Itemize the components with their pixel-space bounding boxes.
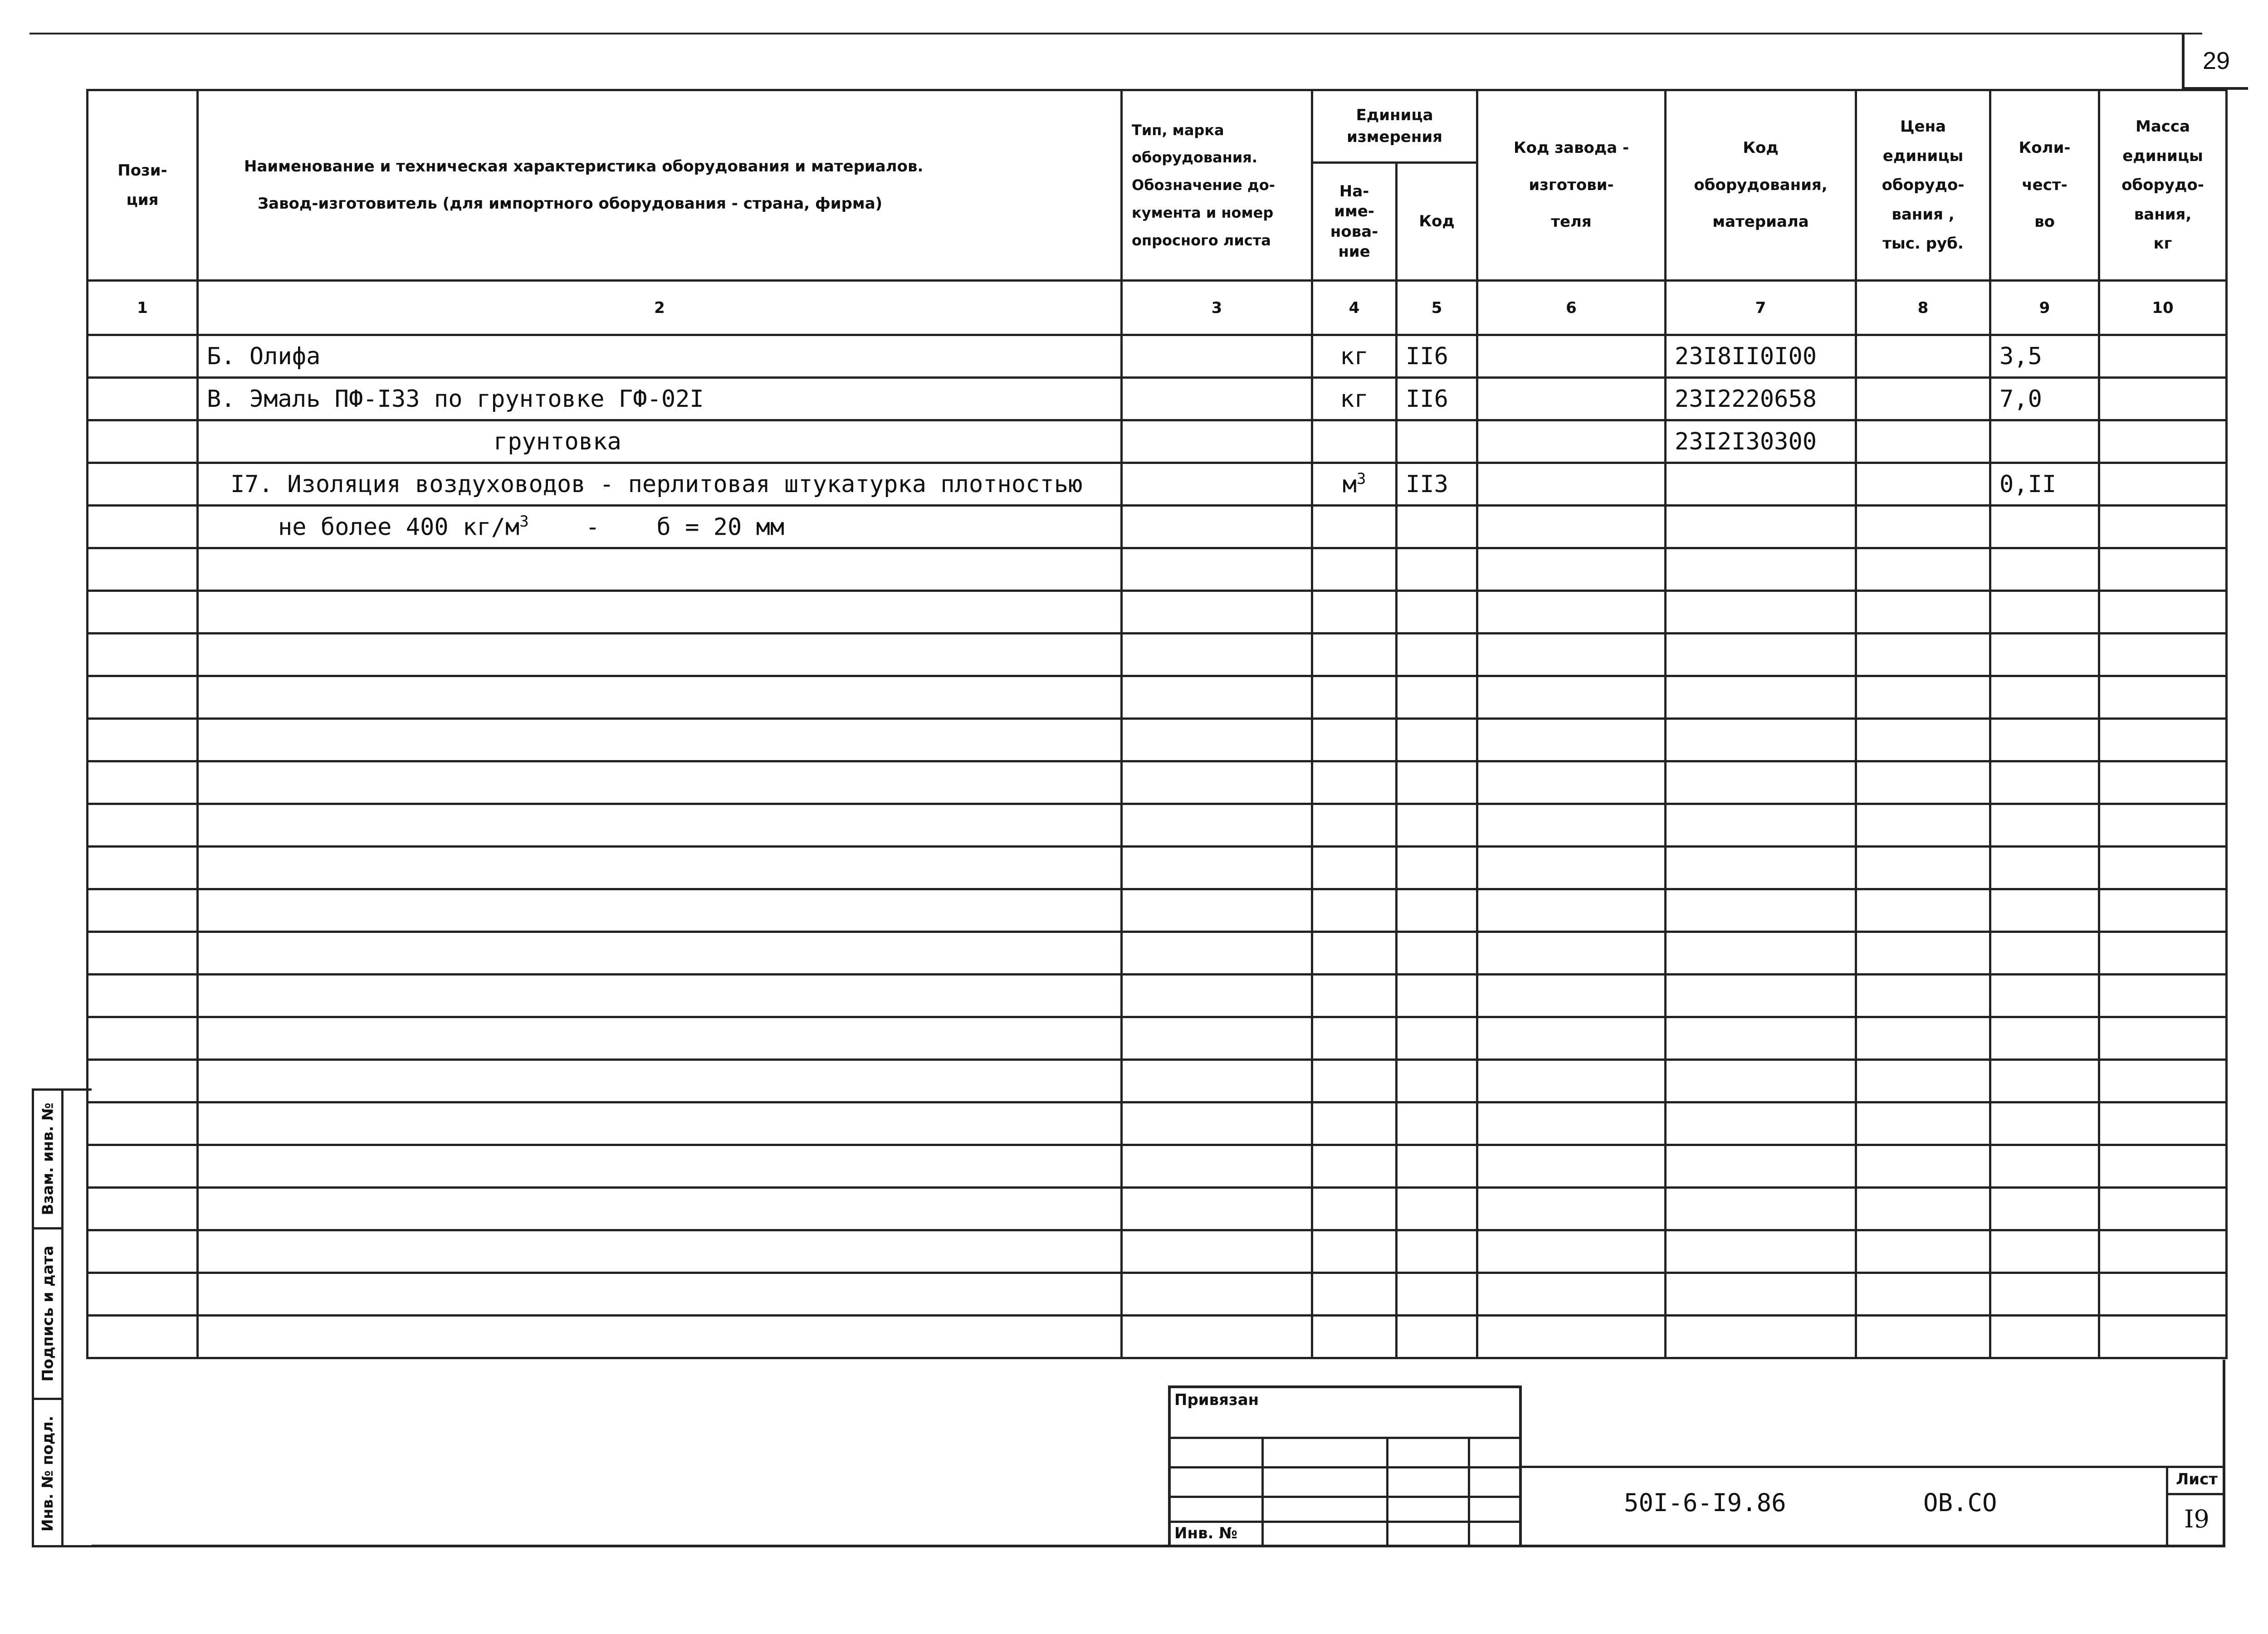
empty-cell	[1990, 889, 2099, 932]
col-num: 8	[1856, 281, 1990, 335]
empty-cell	[1312, 1017, 1397, 1060]
empty-table-row	[88, 975, 2227, 1017]
empty-cell	[198, 975, 1122, 1017]
empty-cell	[1312, 1230, 1397, 1273]
empty-cell	[1122, 889, 1312, 932]
empty-cell	[1666, 761, 1856, 804]
empty-table-row	[88, 1188, 2227, 1230]
empty-cell	[1312, 1060, 1397, 1102]
empty-cell	[1856, 975, 1990, 1017]
empty-cell	[1122, 1102, 1312, 1145]
empty-cell	[1397, 1230, 1477, 1273]
empty-cell	[198, 1145, 1122, 1188]
empty-cell	[1666, 1060, 1856, 1102]
item-name: грунтовка	[198, 420, 1122, 463]
empty-cell	[88, 975, 198, 1017]
empty-cell	[2099, 1188, 2227, 1230]
empty-cell	[1990, 719, 2099, 761]
empty-cell	[198, 1230, 1122, 1273]
empty-cell	[1312, 1102, 1397, 1145]
empty-cell	[1856, 719, 1990, 761]
empty-cell	[1856, 1273, 1990, 1316]
empty-cell	[1397, 761, 1477, 804]
empty-cell	[2099, 847, 2227, 889]
empty-cell	[2099, 634, 2227, 676]
empty-cell	[1856, 1316, 1990, 1358]
empty-cell	[88, 634, 198, 676]
attached-label: Привязан	[1174, 1391, 1259, 1409]
empty-cell	[1122, 676, 1312, 719]
empty-cell	[1312, 1188, 1397, 1230]
empty-cell	[2099, 1230, 2227, 1273]
empty-cell	[1312, 847, 1397, 889]
table-row	[88, 463, 2227, 506]
empty-cell	[1666, 719, 1856, 761]
empty-table-row	[88, 1145, 2227, 1188]
empty-cell	[1477, 932, 1666, 975]
table-row	[88, 506, 2227, 548]
empty-cell	[1990, 1273, 2099, 1316]
empty-cell	[1856, 676, 1990, 719]
empty-table-row	[88, 889, 2227, 932]
empty-cell	[1477, 719, 1666, 761]
empty-cell	[88, 1188, 198, 1230]
empty-cell	[1477, 634, 1666, 676]
quantity: 7,0	[1990, 378, 2099, 420]
empty-cell	[88, 847, 198, 889]
empty-cell	[88, 1060, 198, 1102]
empty-cell	[1856, 634, 1990, 676]
empty-cell	[1122, 1230, 1312, 1273]
empty-cell	[1122, 932, 1312, 975]
empty-cell	[1856, 548, 1990, 591]
unit-code: II6	[1397, 335, 1477, 378]
empty-cell	[1312, 975, 1397, 1017]
header-factory-code: Код завода - изготови- теля	[1477, 90, 1666, 281]
empty-cell	[2099, 548, 2227, 591]
empty-cell	[198, 804, 1122, 847]
empty-cell	[1666, 932, 1856, 975]
empty-cell	[1856, 847, 1990, 889]
empty-cell	[1856, 932, 1990, 975]
col-num: 9	[1990, 281, 2099, 335]
side-signature-date: Подпись и дата	[34, 1229, 61, 1400]
side-stamp	[32, 1088, 92, 1547]
empty-cell	[1312, 932, 1397, 975]
empty-cell	[1122, 634, 1312, 676]
empty-cell	[1856, 1145, 1990, 1188]
empty-cell	[1397, 548, 1477, 591]
quantity: 3,5	[1990, 335, 2099, 378]
empty-cell	[88, 719, 198, 761]
bottom-frame	[92, 1360, 2225, 1547]
empty-cell	[88, 889, 198, 932]
empty-cell	[198, 1017, 1122, 1060]
empty-cell	[1990, 1145, 2099, 1188]
empty-cell	[198, 1060, 1122, 1102]
empty-cell	[1666, 1102, 1856, 1145]
empty-cell	[198, 719, 1122, 761]
empty-cell	[1312, 804, 1397, 847]
empty-cell	[1990, 932, 2099, 975]
unit-code	[1397, 420, 1477, 463]
empty-cell	[1666, 1273, 1856, 1316]
col-num: 6	[1477, 281, 1666, 335]
header-unit-name: На- име- нова- ние	[1312, 163, 1397, 281]
empty-cell	[1397, 1017, 1477, 1060]
empty-cell	[198, 591, 1122, 634]
empty-table-row	[88, 1273, 2227, 1316]
empty-cell	[1856, 591, 1990, 634]
empty-cell	[1477, 847, 1666, 889]
empty-cell	[1477, 1316, 1666, 1358]
empty-cell	[88, 676, 198, 719]
empty-table-row	[88, 1017, 2227, 1060]
empty-cell	[1312, 1273, 1397, 1316]
empty-cell	[1397, 676, 1477, 719]
empty-table-row	[88, 548, 2227, 591]
empty-cell	[198, 548, 1122, 591]
empty-cell	[1666, 804, 1856, 847]
empty-cell	[1477, 1102, 1666, 1145]
empty-table-row	[88, 1102, 2227, 1145]
header-price: Цена единицы оборудо- вания , тыс. руб.	[1856, 90, 1990, 281]
empty-cell	[88, 1145, 198, 1188]
empty-cell	[1477, 548, 1666, 591]
empty-cell	[1477, 676, 1666, 719]
empty-cell	[1397, 1102, 1477, 1145]
empty-cell	[1312, 761, 1397, 804]
table-row	[88, 378, 2227, 420]
empty-cell	[198, 847, 1122, 889]
empty-cell	[1122, 761, 1312, 804]
title-block-line	[1522, 1466, 2225, 1468]
empty-table-row	[88, 1316, 2227, 1358]
column-number-row	[88, 281, 2227, 335]
header-name	[198, 90, 1122, 281]
empty-cell	[1666, 1017, 1856, 1060]
empty-cell	[2099, 719, 2227, 761]
header-name-line1: Наименование и техническая характеристика оборудования и материалов.	[244, 157, 924, 176]
header-unit-group: Единица измерения	[1312, 90, 1477, 163]
col-num: 1	[88, 281, 198, 335]
empty-cell	[1990, 847, 2099, 889]
empty-cell	[88, 932, 198, 975]
item-name: не более 400 $кг/м^3$ - б = 20 мм	[198, 506, 1122, 548]
empty-rows	[88, 548, 2227, 1358]
empty-cell	[1122, 1188, 1312, 1230]
attached-stamp	[1168, 1385, 1522, 1547]
header-quantity: Коли- чест- во	[1990, 90, 2099, 281]
empty-cell	[198, 1102, 1122, 1145]
empty-cell	[2099, 761, 2227, 804]
empty-cell	[1666, 847, 1856, 889]
header-name-line2: Завод-изготовитель (для импортного оборудования - страна, фирма)	[258, 194, 883, 213]
empty-cell	[1397, 804, 1477, 847]
col-num: 10	[2099, 281, 2227, 335]
empty-cell	[1397, 1273, 1477, 1316]
empty-cell	[198, 676, 1122, 719]
empty-cell	[1122, 1017, 1312, 1060]
inv-number-label: Инв. №	[1174, 1524, 1238, 1542]
side-inv-original: Инв. № подл.	[39, 1415, 57, 1532]
empty-table-row	[88, 591, 2227, 634]
empty-cell	[1856, 1230, 1990, 1273]
specification-table	[86, 89, 2225, 1360]
col-num: 2	[198, 281, 1122, 335]
empty-cell	[1122, 804, 1312, 847]
header-mass: Масса единицы оборудо- вания, кг	[2099, 90, 2227, 281]
empty-cell	[2099, 932, 2227, 975]
empty-cell	[198, 932, 1122, 975]
empty-cell	[1990, 761, 2099, 804]
empty-cell	[88, 1273, 198, 1316]
top-border-line	[29, 33, 2202, 34]
empty-cell	[88, 1230, 198, 1273]
empty-cell	[1666, 975, 1856, 1017]
empty-cell	[1990, 804, 2099, 847]
empty-cell	[198, 1273, 1122, 1316]
empty-cell	[88, 761, 198, 804]
empty-cell	[1666, 634, 1856, 676]
empty-cell	[1122, 548, 1312, 591]
side-replaced-inv: Взам. инв. №	[34, 1091, 61, 1229]
empty-cell	[1856, 804, 1990, 847]
empty-cell	[1397, 1145, 1477, 1188]
item-name: В. Эмаль ПФ-I33 по грунтовке ГФ-02I	[198, 378, 1122, 420]
col-num: 3	[1122, 281, 1312, 335]
empty-cell	[1666, 548, 1856, 591]
empty-cell	[1666, 1230, 1856, 1273]
equipment-code: 23I8II0I00	[1666, 335, 1856, 378]
empty-cell	[1666, 889, 1856, 932]
unit-name: кг	[1312, 378, 1397, 420]
empty-cell	[1477, 1017, 1666, 1060]
empty-cell	[2099, 804, 2227, 847]
empty-cell	[1477, 889, 1666, 932]
empty-cell	[1312, 719, 1397, 761]
empty-cell	[1990, 1060, 2099, 1102]
empty-cell	[1122, 847, 1312, 889]
empty-table-row	[88, 1060, 2227, 1102]
empty-cell	[198, 634, 1122, 676]
empty-table-row	[88, 804, 2227, 847]
empty-cell	[1856, 1188, 1990, 1230]
empty-cell	[88, 591, 198, 634]
empty-cell	[198, 761, 1122, 804]
document-suffix: ОВ.СО	[1923, 1488, 1997, 1517]
empty-table-row	[88, 1230, 2227, 1273]
empty-table-row	[88, 676, 2227, 719]
empty-cell	[2099, 1102, 2227, 1145]
item-name: I7. Изоляция воздуховодов - перлитовая штукатурка плотностью	[198, 463, 1122, 506]
empty-cell	[1122, 1060, 1312, 1102]
empty-table-row	[88, 847, 2227, 889]
empty-cell	[1397, 1188, 1477, 1230]
empty-cell	[1856, 889, 1990, 932]
empty-cell	[1990, 548, 2099, 591]
equipment-code	[1666, 506, 1856, 548]
document-code: 50I-6-I9.86	[1624, 1488, 1786, 1517]
empty-cell	[2099, 1145, 2227, 1188]
empty-cell	[1122, 1273, 1312, 1316]
unit-code: II6	[1397, 378, 1477, 420]
page-number	[2182, 34, 2248, 90]
empty-cell	[1397, 719, 1477, 761]
empty-cell	[1666, 1316, 1856, 1358]
equipment-code: 23I2I30300	[1666, 420, 1856, 463]
empty-cell	[1856, 1060, 1990, 1102]
empty-cell	[1477, 1230, 1666, 1273]
empty-cell	[198, 889, 1122, 932]
page-number-text: 29	[2202, 47, 2230, 74]
empty-cell	[2099, 1017, 2227, 1060]
empty-cell	[1856, 1102, 1990, 1145]
empty-cell	[1122, 1145, 1312, 1188]
empty-cell	[88, 1102, 198, 1145]
header-type: Тип, марка оборудования. Обозначение до- кумента и номер опросного листа	[1122, 90, 1312, 281]
empty-cell	[2099, 1273, 2227, 1316]
empty-cell	[1397, 591, 1477, 634]
empty-cell	[1477, 591, 1666, 634]
unit-name	[1312, 506, 1397, 548]
header-equipment-code: Код оборудования, материала	[1666, 90, 1856, 281]
empty-cell	[1990, 591, 2099, 634]
empty-cell	[1477, 1145, 1666, 1188]
empty-cell	[1990, 975, 2099, 1017]
empty-cell	[1990, 1017, 2099, 1060]
empty-table-row	[88, 932, 2227, 975]
empty-cell	[1312, 548, 1397, 591]
empty-cell	[88, 1316, 198, 1358]
empty-cell	[1397, 1060, 1477, 1102]
unit-code	[1397, 506, 1477, 548]
empty-cell	[1397, 1316, 1477, 1358]
empty-cell	[88, 804, 198, 847]
unit-name: кг	[1312, 335, 1397, 378]
empty-cell	[2099, 676, 2227, 719]
empty-cell	[1666, 1188, 1856, 1230]
empty-cell	[198, 1188, 1122, 1230]
empty-cell	[1312, 1316, 1397, 1358]
table-row	[88, 335, 2227, 378]
empty-cell	[1122, 1316, 1312, 1358]
empty-cell	[1477, 761, 1666, 804]
item-name: Б. Олифа	[198, 335, 1122, 378]
empty-cell	[1990, 1230, 2099, 1273]
header-position: Пози- ция	[88, 90, 198, 281]
empty-cell	[88, 548, 198, 591]
empty-cell	[1477, 1188, 1666, 1230]
table-row	[88, 420, 2227, 463]
empty-cell	[2099, 889, 2227, 932]
empty-cell	[1856, 761, 1990, 804]
empty-cell	[1477, 804, 1666, 847]
sheet-number: I9	[2184, 1505, 2209, 1533]
empty-cell	[1397, 847, 1477, 889]
empty-cell	[1477, 1060, 1666, 1102]
col-num: 7	[1666, 281, 1856, 335]
col-num: 5	[1397, 281, 1477, 335]
empty-table-row	[88, 761, 2227, 804]
empty-cell	[1312, 634, 1397, 676]
empty-cell	[1397, 889, 1477, 932]
empty-cell	[1122, 719, 1312, 761]
empty-cell	[2099, 591, 2227, 634]
empty-table-row	[88, 719, 2227, 761]
col-num: 4	[1312, 281, 1397, 335]
empty-cell	[198, 1316, 1122, 1358]
empty-cell	[1990, 634, 2099, 676]
unit-name: $м^3$	[1312, 463, 1397, 506]
quantity: 0,II	[1990, 463, 2099, 506]
sheet-box	[2166, 1466, 2225, 1547]
empty-cell	[88, 1017, 198, 1060]
empty-cell	[1990, 1102, 2099, 1145]
empty-cell	[1397, 634, 1477, 676]
empty-cell	[1477, 1273, 1666, 1316]
empty-cell	[1990, 1188, 2099, 1230]
empty-cell	[2099, 975, 2227, 1017]
empty-cell	[1122, 591, 1312, 634]
empty-cell	[1122, 975, 1312, 1017]
equipment-code: 23I2220658	[1666, 378, 1856, 420]
empty-cell	[1477, 975, 1666, 1017]
empty-cell	[1312, 591, 1397, 634]
unit-code: II3	[1397, 463, 1477, 506]
empty-cell	[1666, 676, 1856, 719]
empty-cell	[1990, 676, 2099, 719]
unit-name	[1312, 420, 1397, 463]
quantity	[1990, 506, 2099, 548]
empty-cell	[1990, 1316, 2099, 1358]
empty-cell	[1666, 1145, 1856, 1188]
empty-cell	[1856, 1017, 1990, 1060]
empty-cell	[1312, 1145, 1397, 1188]
empty-cell	[1397, 932, 1477, 975]
sheet-label: Лист	[2168, 1466, 2225, 1495]
equipment-code	[1666, 463, 1856, 506]
empty-cell	[1312, 889, 1397, 932]
empty-table-row	[88, 634, 2227, 676]
quantity	[1990, 420, 2099, 463]
header-unit-code: Код	[1397, 163, 1477, 281]
empty-cell	[1397, 975, 1477, 1017]
empty-cell	[1312, 676, 1397, 719]
empty-cell	[2099, 1316, 2227, 1358]
empty-cell	[2099, 1060, 2227, 1102]
empty-cell	[1666, 591, 1856, 634]
